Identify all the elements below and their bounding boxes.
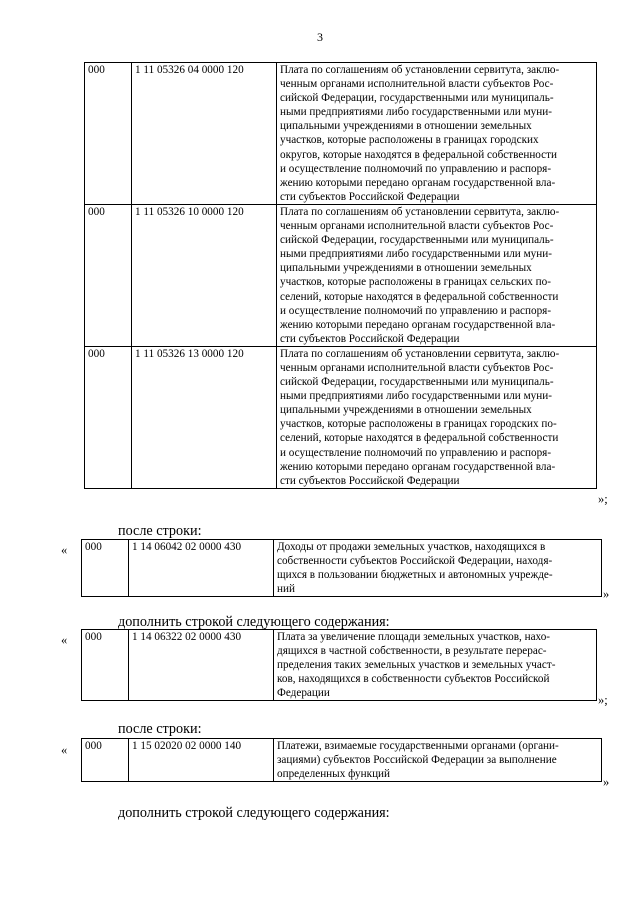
table-row (82, 630, 597, 701)
description-cell (277, 204, 597, 346)
desc-line: и осуществление полномочий по управлению и распоря- (280, 304, 552, 317)
desc-line: сийской Федерации, государственными или муниципаль- (280, 376, 554, 389)
table2 (81, 539, 602, 597)
table-row (85, 346, 597, 488)
desc-line: Платежи, взимаемые государственными органами (органи- (277, 740, 559, 752)
table1-body (85, 63, 597, 489)
desc-line: сти субъектов Российской Федерации (280, 474, 460, 487)
desc-line: щихся в пользовании бюджетных и автономных учрежде- (277, 569, 553, 582)
desc-line: Плата по соглашениям об установлении сервитута, заклю- (280, 347, 560, 360)
budget-code-cell: 1 15 02020 02 0000 140 (129, 739, 274, 782)
desc-line: ципальными учреждениями в отношении земельных (280, 120, 532, 133)
description-cell (277, 63, 597, 205)
admin-code-cell: 000 (82, 739, 129, 782)
desc-line: и осуществление полномочий по управлению и распоря- (280, 446, 552, 459)
desc-line: Плата по соглашениям об установлении сервитута, заклю- (280, 205, 560, 218)
description-cell (277, 346, 597, 488)
desc-line: Плата по соглашениям об установлении сервитута, заклю- (280, 64, 560, 76)
table4 (81, 738, 602, 782)
desc-line: селений, которые находятся в федеральной собственности (280, 290, 559, 303)
desc-line: зациями) субъектов Российской Федерации за выполнение (277, 754, 557, 767)
desc-line: Доходы от продажи земельных участков, находящихся в (277, 541, 546, 553)
heading-append-line-2: дополнить строкой следующего содержания: (118, 805, 390, 821)
page-number: 3 (317, 30, 323, 44)
desc-line: ченным органами исполнительной власти субъектов Рос- (280, 361, 554, 374)
heading-after-line-2: после строки: (118, 721, 202, 737)
desc-line: округов, которые находятся в федеральной собственности (280, 148, 558, 161)
budget-code-cell: 1 11 05326 10 0000 120 (132, 204, 277, 346)
desc-line: ными предприятиями либо государственными или муни- (280, 106, 552, 119)
budget-code-cell: 1 11 05326 04 0000 120 (132, 63, 277, 205)
table-row (85, 63, 597, 205)
desc-line: ципальными учреждениями в отношении земельных (280, 262, 532, 275)
budget-codes-table (84, 62, 597, 489)
table3-close-mark: »; (598, 693, 608, 707)
admin-code-cell: 000 (85, 204, 132, 346)
desc-line: дящихся в частной собственности, в результате перерас- (277, 645, 547, 658)
description-cell (274, 540, 602, 597)
desc-line: жению которыми передано органам государственной вла- (280, 318, 556, 331)
table2-close-mark: » (603, 587, 610, 601)
budget-code-cell: 1 14 06322 02 0000 430 (129, 630, 274, 701)
desc-line: участков, которые расположены в границах сельских по- (280, 276, 551, 289)
desc-line: сти субъектов Российской Федерации (280, 332, 460, 345)
desc-line: сийской Федерации, государственными или муниципаль- (280, 234, 554, 247)
desc-line: участков, которые расположены в границах городских по- (280, 418, 557, 431)
budget-code-cell: 1 14 06042 02 0000 430 (129, 540, 274, 597)
table-row (85, 204, 597, 346)
desc-line: ными предприятиями либо государственными или муни- (280, 390, 552, 403)
desc-line: и осуществление полномочий по управлению и распоря- (280, 162, 552, 175)
desc-line: Плата за увеличение площади земельных участков, нахо- (277, 631, 551, 643)
desc-line: ков, находящихся в собственности субъектов Российской (277, 673, 550, 686)
desc-line: Федерации (277, 687, 330, 700)
desc-line: ципальными учреждениями в отношении земельных (280, 404, 532, 417)
table-row (82, 540, 602, 597)
desc-line: ченным органами исполнительной власти субъектов Рос- (280, 220, 554, 233)
desc-line: жению которыми передано органам государственной вла- (280, 460, 556, 473)
description-cell (274, 739, 602, 782)
budget-code-cell: 1 11 05326 13 0000 120 (132, 346, 277, 488)
table1-close-mark: »; (598, 492, 608, 506)
desc-line: определенных функций (277, 768, 391, 781)
table3-open-mark: « (61, 633, 68, 647)
desc-line: селений, которые находятся в федеральной собственности (280, 432, 559, 445)
desc-line: сти субъектов Российской Федерации (280, 190, 460, 203)
admin-code-cell: 000 (82, 540, 129, 597)
admin-code-cell: 000 (85, 346, 132, 488)
table4-open-mark: « (61, 743, 68, 757)
admin-code-cell: 000 (85, 63, 132, 205)
desc-line: ченным органами исполнительной власти субъектов Рос- (280, 78, 554, 91)
desc-line: жению которыми передано органам государственной вла- (280, 176, 556, 189)
description-cell (274, 630, 597, 701)
desc-line: ными предприятиями либо государственными или муни- (280, 248, 552, 261)
table3 (81, 629, 597, 701)
desc-line: ний (277, 583, 295, 596)
admin-code-cell: 000 (82, 630, 129, 701)
table4-close-mark: » (603, 775, 610, 789)
heading-append-line: дополнить строкой следующего содержания: (118, 614, 390, 630)
table-row (82, 739, 602, 782)
desc-line: участков, которые расположены в границах городских (280, 134, 539, 147)
heading-after-line: после строки: (118, 523, 202, 539)
table2-open-mark: « (61, 543, 68, 557)
desc-line: сийской Федерации, государственными или муниципаль- (280, 92, 554, 105)
desc-line: собственности субъектов Российской Федерации, находя- (277, 555, 553, 568)
desc-line: пределения таких земельных участков и земельных участ- (277, 659, 556, 672)
